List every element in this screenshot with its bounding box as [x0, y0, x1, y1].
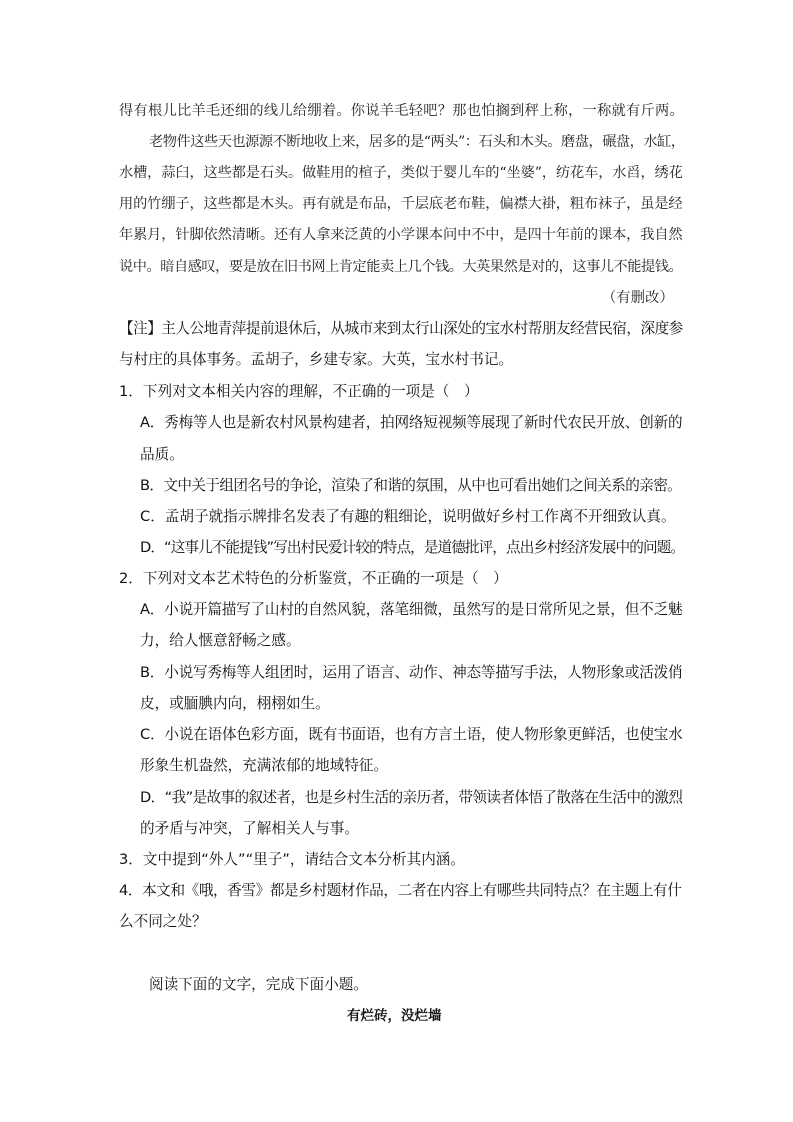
passage-line-4: 用的竹绷子，这些都是木头。再有就是布品，千层底老布鞋，偏襟大褂，粗布袜子，虽是经	[119, 196, 683, 212]
question-2-option-d-line-2: 的矛盾与冲突，了解相关人与事。	[140, 820, 359, 837]
source-note: （有删改）	[602, 290, 674, 306]
section-instruction: 阅读下面的文字，完成下面小题。	[149, 976, 368, 993]
note-line-2: 与村庄的具体事务。孟胡子，乡建专家。大英，宝水村书记。	[119, 351, 514, 368]
question-2-option-d-line-1: D．“我”是故事的叙述者，也是乡村生活的亲历者，带领读者体悟了散落在生活中的激烈	[140, 789, 683, 806]
question-2-option-a-line-2: 力，给人惬意舒畅之感。	[140, 632, 301, 649]
question-2-option-a-line-1: A．小说开篇描写了山村的自然风貌，落笔细微，虽然写的是日常所见之景，但不乏魅	[140, 601, 683, 618]
passage-line-6: 说中。暗自感叹，要是放在旧书网上肯定能卖上几个钱。大英果然是对的，这事儿不能提钱。	[119, 259, 683, 275]
question-1-stem: 1．下列对文本相关内容的理解，不正确的一项是（ ）	[119, 383, 479, 400]
question-1-option-a-line-2: 品质。	[140, 446, 184, 463]
question-2-option-c-line-2: 形象生机盎然，充满浓郁的地域特征。	[140, 757, 389, 774]
question-2-option-b-line-2: 皮，或腼腆内向，栩栩如生。	[140, 695, 330, 712]
question-1-option-a-line-1: A．秀梅等人也是新农村风景构建者，拍网络短视频等展现了新时代农民开放、创新的	[140, 414, 683, 431]
passage-line-3: 水槽，蒜臼，这些都是石头。做鞋用的楦子，类似于婴儿车的“坐婆”，纺花车，水舀，绣花	[119, 165, 683, 181]
passage-line-5: 年累月，针脚依然清晰。还有人拿来泛黄的小学课本问中不中，是四十年前的课本，我自然	[119, 227, 683, 243]
question-1-option-b: B．文中关于组团名号的争论，渲染了和谐的氛围，从中也可看出她们之间关系的亲密。	[140, 477, 682, 494]
passage-line-1: 得有根儿比羊毛还细的线儿给绷着。你说羊毛轻吧？那也怕搁到秤上称，一称就有斤两。	[119, 103, 685, 119]
question-4-line-2: 么不同之处？	[119, 913, 207, 930]
passage-line-2: 老物件这些天也源源不断地收上来，居多的是“两头”：石头和木头。磨盘，碾盘，水缸，	[149, 134, 685, 150]
question-4-line-1: 4．本文和《哦，香雪》都是乡村题材作品，二者在内容上有哪些共同特点？在主题上有什	[119, 882, 682, 899]
question-2-stem: 2．下列对文本艺术特色的分析鉴赏，不正确的一项是（ ）	[119, 570, 508, 587]
note-line-1: 【注】主人公地青萍提前退休后，从城市来到太行山深处的宝水村帮朋友经营民宿，深度参	[119, 320, 683, 337]
question-1-option-c: C．孟胡子就指示牌排名发表了有趣的粗细论，说明做好乡村工作离不开细致认真。	[140, 508, 676, 525]
question-2-option-b-line-1: B．小说写秀梅等人组团时，运用了语言、动作、神态等描写手法，人物形象或活泼俏	[140, 664, 683, 681]
article-title: 有烂砖，没烂墙	[347, 1008, 442, 1024]
question-3-stem: 3．文中提到“外人”“里子”，请结合文本分析其内涵。	[119, 851, 465, 868]
question-2-option-c-line-1: C．小说在语体色彩方面，既有书面语，也有方言土语，使人物形象更鲜活，也使宝水	[140, 726, 683, 743]
question-1-option-d: D．“这事儿不能提钱”写出村民爱计较的特点，是道德批评，点出乡村经济发展中的问题。	[140, 539, 685, 556]
